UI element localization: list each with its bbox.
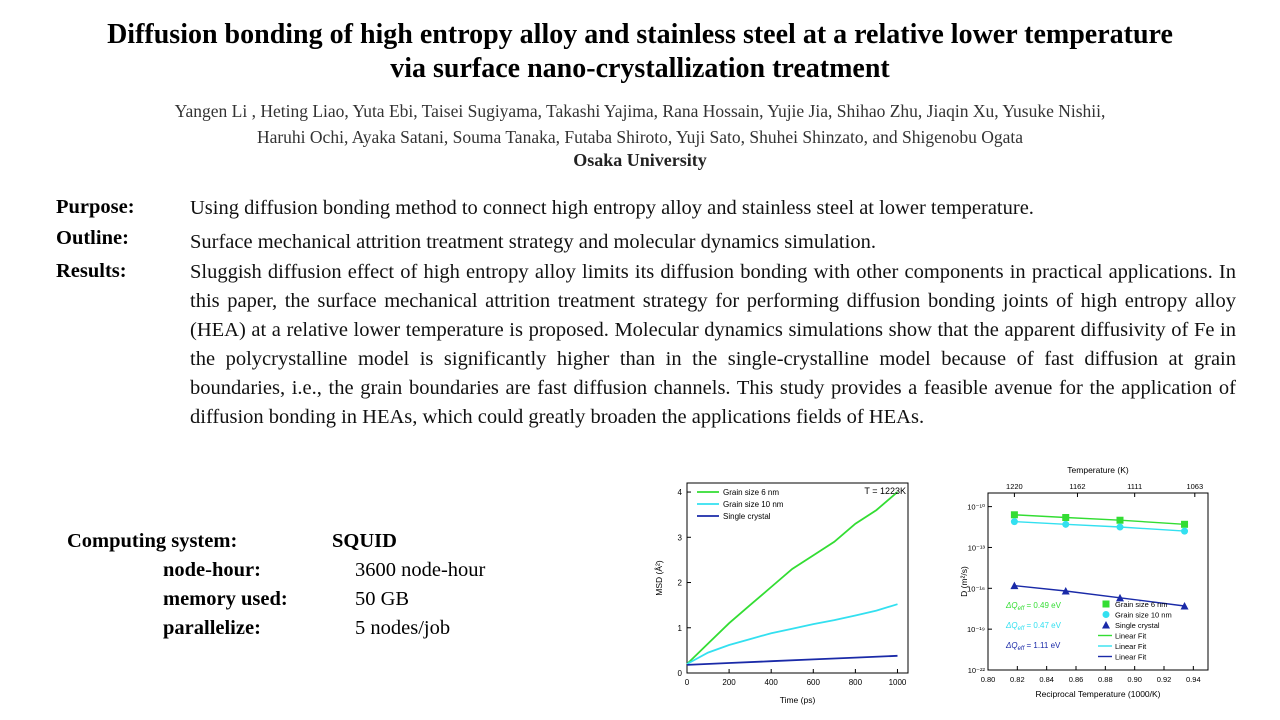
memory-value: 50 GB bbox=[355, 588, 410, 610]
data-point bbox=[1011, 518, 1018, 525]
diffusivity-chart bbox=[955, 455, 1260, 717]
top-tick-label: 1220 bbox=[1006, 482, 1023, 491]
y-axis-label: MSD (Å²) bbox=[654, 560, 664, 596]
y-axis-label: D (m²/s) bbox=[959, 566, 969, 597]
x-tick-label: 0.92 bbox=[1156, 675, 1172, 684]
node-hour-value: 3600 node-hour bbox=[355, 559, 486, 581]
x-tick-label: 0.84 bbox=[1039, 675, 1054, 684]
legend-label: Linear Fit bbox=[1115, 631, 1147, 641]
x-tick-label: 0.94 bbox=[1186, 675, 1201, 684]
top-tick-label: 1063 bbox=[1186, 482, 1204, 491]
x-tick-label: 400 bbox=[764, 678, 778, 687]
temperature-annotation: T = 1223K bbox=[864, 486, 906, 496]
x-tick-label: 1000 bbox=[888, 678, 907, 687]
paper-title bbox=[0, 18, 1280, 86]
data-point bbox=[1062, 521, 1069, 528]
x-axis-label: Reciprocal Temperature (1000/K) bbox=[1035, 689, 1161, 699]
msd-chart bbox=[640, 455, 960, 717]
x-tick-label: 0 bbox=[684, 678, 690, 687]
memory-label: memory used: bbox=[163, 588, 288, 610]
data-point bbox=[1062, 514, 1069, 521]
outline-text: Surface mechanical attrition treatment strategy and molecular dynamics simulation. bbox=[190, 231, 876, 253]
parallelize-label: parallelize: bbox=[163, 617, 261, 639]
top-tick-label: 1162 bbox=[1069, 482, 1086, 491]
y-tick-label: 4 bbox=[677, 488, 682, 498]
outline-label: Outline: bbox=[56, 227, 129, 249]
data-point bbox=[1103, 611, 1110, 618]
data-point bbox=[1181, 521, 1188, 528]
legend-label: Grain size 6 nm bbox=[1115, 600, 1168, 609]
legend-label: Linear Fit bbox=[1115, 642, 1147, 651]
data-point bbox=[1181, 528, 1188, 535]
y-tick-label: 1 bbox=[677, 623, 682, 633]
activation-energy-label: $\Delta Q_{eff} = 0.49$ eV bbox=[1006, 601, 1061, 612]
y-tick-label: 10⁻¹⁰ bbox=[967, 502, 985, 512]
results-text: Sluggish diffusion effect of high entropy alloy limits its diffusion bonding with other components in practical applications. In this paper, the surface mechanical attrition treatment strategy for performing diffusion bonding joints of high entropy alloy (HEA) at a relative lower temperature is proposed. Molecular dynamics simulations show that the apparent diffusivity of Fe in the polycrystalline model is significantly higher than in the single-crystalline model because of fast diffusion at grain boundaries, i.e., the grain boundaries are fast diffusion channels. This study provides a feasible avenue for the application of diffusion bonding in HEAs, which could greatly broaden the applications fields of HEAs. bbox=[190, 261, 1236, 428]
x-tick-label: 0.80 bbox=[980, 675, 996, 684]
title-line-2: via surface nano-crystallization treatment bbox=[390, 53, 890, 84]
legend-label: Grain size 10 nm bbox=[723, 500, 784, 509]
data-point bbox=[1117, 524, 1124, 531]
data-point bbox=[1117, 517, 1124, 524]
authors-line-2: Haruhi Ochi, Ayaka Satani, Souma Tanaka, Futaba Shiroto, Yuji Sato, Shuhei Shinzato, and Shigenobu Ogata bbox=[256, 127, 1024, 147]
y-tick-label: 10⁻¹⁹ bbox=[966, 625, 985, 635]
top-axis-label: Temperature (K) bbox=[1067, 465, 1129, 475]
legend-label: Single crystal bbox=[1115, 621, 1160, 630]
data-point bbox=[1011, 511, 1018, 518]
computing-system-value: SQUID bbox=[332, 530, 397, 552]
node-hour-label: node-hour: bbox=[163, 559, 261, 581]
x-tick-label: 0.90 bbox=[1127, 675, 1142, 684]
x-tick-label: 600 bbox=[806, 678, 820, 687]
authors-line-1: Yangen Li , Heting Liao, Yuta Ebi, Taisei Sugiyama, Takashi Yajima, Rana Hossain, Yujie Jia, Shihao Zhu, Jiaqin Xu, Yusuke Nishii, bbox=[174, 101, 1106, 121]
legend-label: Linear Fit bbox=[1115, 652, 1147, 662]
x-tick-label: 800 bbox=[848, 678, 863, 687]
x-tick-label: 200 bbox=[722, 678, 736, 687]
legend-label: Grain size 6 nm bbox=[723, 488, 780, 497]
parallelize-value: 5 nodes/job bbox=[355, 617, 451, 639]
affiliation: Osaka University bbox=[573, 150, 707, 170]
computing-system-label: Computing system: bbox=[67, 530, 238, 552]
purpose-label: Purpose: bbox=[56, 196, 135, 218]
y-tick-label: 10⁻²² bbox=[967, 666, 985, 675]
x-tick-label: 0.82 bbox=[1010, 675, 1025, 684]
x-tick-label: 0.86 bbox=[1068, 675, 1084, 684]
activation-energy-label: $\Delta Q_{eff} = 0.47$ eV bbox=[1006, 621, 1061, 632]
y-tick-label: 2 bbox=[677, 578, 682, 588]
data-point bbox=[1103, 601, 1110, 608]
top-tick-label: 1111 bbox=[1127, 482, 1143, 491]
y-tick-label: 10⁻¹³ bbox=[967, 543, 985, 553]
legend-label: Grain size 10 nm bbox=[1115, 610, 1172, 620]
results-label: Results: bbox=[56, 260, 127, 282]
purpose-text: Using diffusion bonding method to connect high entropy alloy and stainless steel at lower temperature. bbox=[190, 197, 1034, 219]
author-list bbox=[40, 98, 1240, 150]
y-tick-label: 0 bbox=[677, 669, 682, 678]
y-tick-label: 10⁻¹⁶ bbox=[967, 584, 985, 594]
title-line-1: Diffusion bonding of high entropy alloy and stainless steel at a relative lower temperature bbox=[107, 19, 1173, 50]
x-tick-label: 0.88 bbox=[1098, 675, 1113, 684]
activation-energy-label: $\Delta Q_{eff} = 1.11$ eV bbox=[1006, 641, 1061, 652]
x-axis-label: Time (ps) bbox=[779, 695, 816, 705]
y-tick-label: 3 bbox=[677, 533, 682, 543]
legend-label: Single crystal bbox=[723, 512, 771, 521]
